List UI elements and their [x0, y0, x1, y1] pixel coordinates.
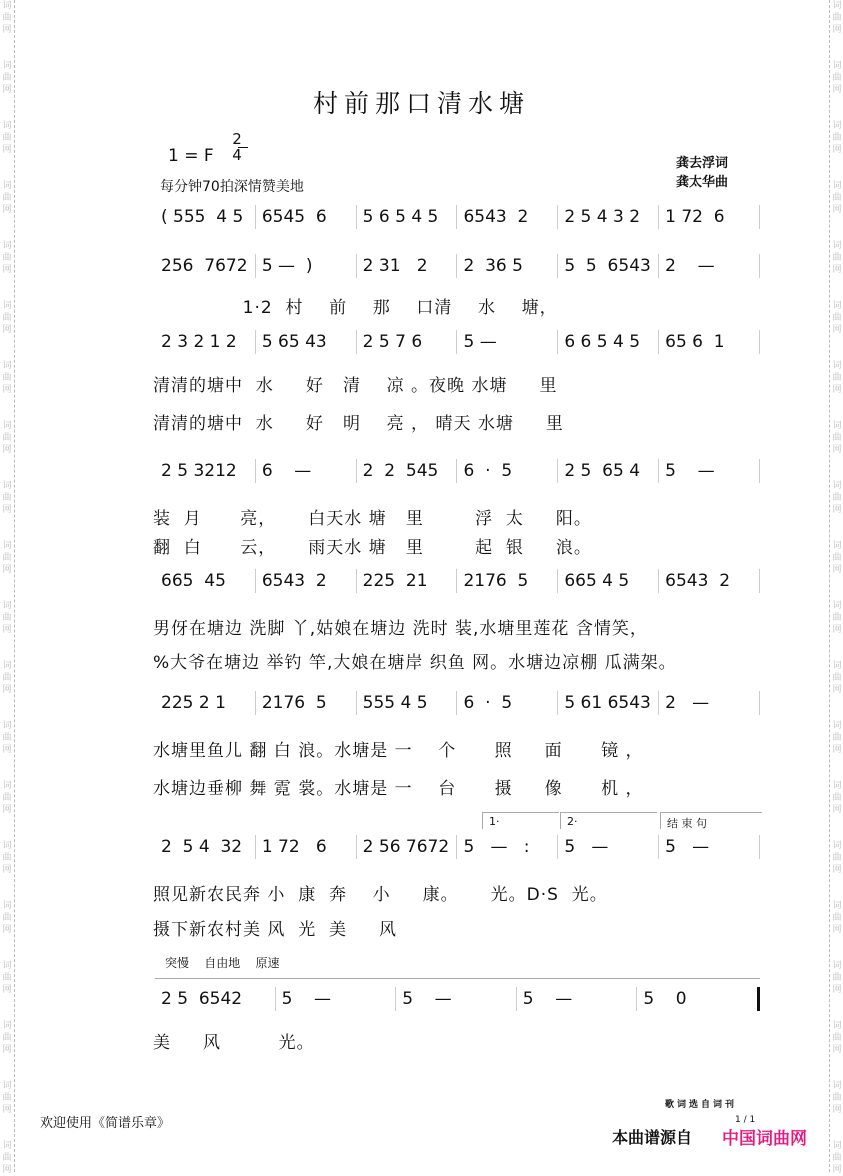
measure: 2 5 4 3 2	[558, 205, 659, 229]
watermark-text: 词曲网	[832, 1, 842, 35]
measure: 2 5 3212	[155, 459, 256, 483]
lyric-line: 男伢在塘边 洗脚 丫,姑娘在塘边 洗时 装,水塘里莲花 含情笑，	[153, 619, 648, 639]
watermark-text: 词曲网	[2, 961, 12, 995]
watermark-text: 词曲网	[832, 901, 842, 935]
measure: 65 6 1	[659, 330, 760, 354]
measure: 5 —	[457, 330, 558, 354]
measure: 225 21	[357, 569, 458, 593]
measure: 2 5 6542	[155, 987, 276, 1011]
lyric-line: %大爷在塘边 举钓 竿,大娘在塘岸 织鱼 网。水塘边凉棚 瓜满架。	[153, 653, 677, 673]
measure: 2 5 7 6	[357, 330, 458, 354]
measure: 2 5 4 32	[155, 835, 256, 859]
measure: 6 · 5	[457, 691, 558, 715]
measure: 2 3 2 1 2	[155, 330, 256, 354]
measure: 2 31 2	[357, 254, 458, 278]
measure: 6 6 5 4 5	[558, 330, 659, 354]
measure: 5 —	[558, 835, 659, 859]
measure: 6543 2	[457, 205, 558, 229]
measure: 1 72 6	[256, 835, 357, 859]
tempo-change-marks: 突慢 自由地 原速	[165, 956, 280, 970]
watermark-text: 词曲网	[2, 721, 12, 755]
watermark-text: 词曲网	[2, 901, 12, 935]
lyricist: 龚去浮词	[676, 156, 729, 171]
measure: 5 6 5 4 5	[357, 205, 458, 229]
measure: 6543 2	[256, 569, 357, 593]
score-row	[155, 987, 760, 1011]
watermark-text: 词曲网	[832, 961, 842, 995]
measure: 5 0	[637, 987, 760, 1011]
volta-bracket: 结 束 句	[660, 812, 762, 829]
lyric-line: 1·2 村 前 那 口清 水 塘，	[153, 298, 558, 318]
watermark-text: 词曲网	[832, 661, 842, 695]
lyric-line: 照见新农民奔 小 康 奔 小 康。 光。D·S 光。	[153, 885, 608, 905]
watermark-text: 词曲网	[832, 301, 842, 335]
lyric-line: 翻 白 云， 雨天水 塘 里 起 银 浪。	[153, 538, 592, 558]
measure: 2 5 65 4	[558, 459, 659, 483]
watermark-text: 词曲网	[2, 601, 12, 635]
lyrics-source: 歌词选自词刊	[665, 1100, 738, 1110]
measure: 5 —	[276, 987, 397, 1011]
watermark-text: 词曲网	[832, 241, 842, 275]
watermark-text: 词曲网	[832, 61, 842, 95]
watermark-text: 词曲网	[2, 781, 12, 815]
watermark-text: 词曲网	[2, 421, 12, 455]
welcome-text: 欢迎使用《简谱乐章》	[40, 1116, 171, 1131]
measure: 5 — :	[457, 835, 558, 859]
composer: 龚太华曲	[676, 175, 729, 190]
measure: 1 72 6	[659, 205, 760, 229]
score-row	[155, 691, 760, 715]
lyric-line: 摄下新农村美 风 光 美 风	[153, 920, 398, 940]
time-sig-bottom: 4	[232, 146, 242, 164]
volta-bracket: 1·	[482, 812, 559, 829]
watermark-text: 词曲网	[2, 1141, 12, 1175]
lyric-line: 清清的塘中 水 好 明 亮 ， 晴天 水塘 里	[153, 414, 564, 434]
watermark-text: 词曲网	[2, 1021, 12, 1055]
measure: 2176 5	[457, 569, 558, 593]
measure: 225 2 1	[155, 691, 256, 715]
measure: 665 4 5	[558, 569, 659, 593]
measure: 5 —	[396, 987, 517, 1011]
tempo-line	[155, 978, 760, 979]
watermark-text: 词曲网	[2, 361, 12, 395]
score-row	[155, 254, 760, 278]
watermark-text: 词曲网	[2, 841, 12, 875]
lyric-line: 美 风 光。	[153, 1033, 315, 1053]
page-number: 1 / 1	[735, 1115, 756, 1125]
source-label: 本曲谱源自	[612, 1128, 693, 1147]
measure: 5 —	[659, 835, 760, 859]
watermark-text: 词曲网	[832, 1081, 842, 1115]
watermark-text: 词曲网	[832, 601, 842, 635]
measure: 2 —	[659, 691, 760, 715]
right-watermark-strip	[829, 0, 843, 1175]
watermark-text: 词曲网	[832, 361, 842, 395]
measure: 2 —	[659, 254, 760, 278]
watermark-text: 词曲网	[2, 1081, 12, 1115]
measure: 555 4 5	[357, 691, 458, 715]
watermark-text: 词曲网	[2, 541, 12, 575]
measure: 256 7672	[155, 254, 256, 278]
measure: ( 555 4 5	[155, 205, 256, 229]
lyric-line: 水塘里鱼儿 翻 白 浪。水塘是 一 个 照 面 镜 ，	[153, 741, 644, 761]
score-row	[155, 569, 760, 593]
measure: 5 5 6543	[558, 254, 659, 278]
score-row	[155, 459, 760, 483]
measure: 2176 5	[256, 691, 357, 715]
watermark-text: 词曲网	[832, 541, 842, 575]
score-row	[155, 330, 760, 354]
measure: 5 65 43	[256, 330, 357, 354]
watermark-text: 词曲网	[832, 421, 842, 455]
watermark-text: 词曲网	[2, 181, 12, 215]
watermark-text: 词曲网	[2, 61, 12, 95]
watermark-text: 词曲网	[2, 481, 12, 515]
watermark-text: 词曲网	[2, 241, 12, 275]
score-row	[155, 205, 760, 229]
watermark-text: 词曲网	[832, 181, 842, 215]
watermark-text: 词曲网	[2, 301, 12, 335]
watermark-text: 词曲网	[2, 121, 12, 155]
measure: 6 —	[256, 459, 357, 483]
measure: 5 —	[659, 459, 760, 483]
measure: 2 56 7672	[357, 835, 458, 859]
measure: 6 · 5	[457, 459, 558, 483]
measure: 665 45	[155, 569, 256, 593]
watermark-text: 词曲网	[832, 121, 842, 155]
watermark-text: 词曲网	[2, 661, 12, 695]
lyric-line: 清清的塘中 水 好 清 凉 。夜晚 水塘 里	[153, 376, 558, 396]
left-watermark-strip	[0, 0, 15, 1175]
watermark-text: 词曲网	[832, 781, 842, 815]
lyric-line: 水塘边垂柳 舞 霓 裳。水塘是 一 台 摄 像 机 ，	[153, 779, 644, 799]
source-site[interactable]: 中国词曲网	[722, 1129, 807, 1149]
watermark-text: 词曲网	[2, 1, 12, 35]
watermark-text: 词曲网	[832, 721, 842, 755]
measure: 5 61 6543	[558, 691, 659, 715]
volta-bracket: 2·	[560, 812, 657, 829]
tempo-marking: 每分钟70拍深情赞美地	[160, 179, 304, 195]
measure: 2 36 5	[457, 254, 558, 278]
watermark-text: 词曲网	[832, 841, 842, 875]
measure: 6543 2	[659, 569, 760, 593]
measure: 5 —	[517, 987, 638, 1011]
score-row	[155, 835, 760, 859]
watermark-text: 词曲网	[832, 481, 842, 515]
watermark-text: 词曲网	[832, 1021, 842, 1055]
measure: 2 2 545	[357, 459, 458, 483]
lyric-line: 装 月 亮， 白天水 塘 里 浮 太 阳。	[153, 509, 592, 529]
watermark-text: 词曲网	[832, 1141, 842, 1175]
song-title: 村前那口清水塘	[312, 89, 530, 118]
key-signature: 1 = F	[168, 146, 214, 166]
time-sig-top: 2	[232, 130, 242, 148]
time-signature	[226, 132, 248, 163]
measure: 5 — )	[256, 254, 357, 278]
measure: 6545 6	[256, 205, 357, 229]
